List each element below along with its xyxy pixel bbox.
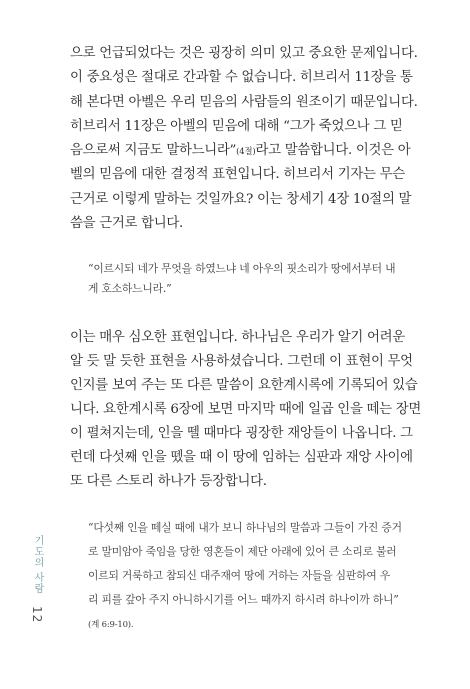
scripture-quote-line: 리 피를 갚아 주지 아니하시기를 어느 때까지 하시려 하나이까 하니” (88, 593, 399, 606)
scripture-quote-line: 이르되 거룩하고 참되신 대주재여 땅에 거하는 자들을 심판하여 우 (88, 569, 391, 582)
body-line: 이 중요성은 절대로 간과할 수 없습니다. 히브리서 11장을 통 (70, 70, 413, 85)
scripture-quote-line: 게 호소하느니라.” (88, 282, 172, 295)
body-line: 인지를 보여 주는 또 다른 말씀이 요한계시록에 기록되어 있습 (70, 378, 418, 393)
scripture-quote-line: 로 말미암아 죽임을 당한 영혼들이 제단 아래에 있어 큰 소리로 불러 (88, 545, 397, 558)
scripture-citation: (계 6:9-10). (88, 620, 134, 630)
body-line: 벨의 믿음에 대한 결정적 표현입니다. 히브리서 기자는 무슨 (70, 167, 405, 182)
body-line: 알 듯 말 듯한 표현을 사용하셨습니다. 그런데 이 표현이 무엇 (70, 354, 413, 369)
body-line: 씀을 근거로 합니다. (70, 216, 183, 231)
body-text: 라고 말씀합니다. 이것은 아 (255, 143, 411, 158)
body-line: 히브리서 11장은 아벨의 믿음에 대해 “그가 죽었으나 그 믿 (70, 119, 403, 134)
body-line: 니다. 요한계시록 6장에 보면 마지막 때에 일곱 인을 떼는 장면 (70, 402, 422, 417)
body-line (70, 141, 446, 162)
verse-ref: (4절) (236, 147, 256, 157)
body-line: 런데 다섯째 인을 뗐을 때 이 땅에 임하는 심판과 재앙 사이에 (70, 450, 413, 465)
body-line: 근거로 이렇게 말하는 것일까요? 이는 창세기 4장 10절의 말 (70, 192, 412, 207)
running-head (30, 535, 45, 624)
body-line: 해 본다면 아벨은 우리 믿음의 사람들의 원조이기 때문입니다. (70, 95, 418, 110)
scripture-quote-line: “다섯째 인을 떼실 때에 내가 보니 하나님의 말씀과 그들이 가진 증거 (88, 521, 402, 534)
book-title: 기도의 사람 (32, 535, 43, 595)
page-number: 12 (30, 606, 44, 624)
scripture-quote-line: “이르시되 네가 무엇을 하였느냐 네 아우의 핏소리가 땅에서부터 내 (88, 262, 396, 275)
body-line: 으로 언급되었다는 것은 굉장히 의미 있고 중요한 문제입니다. (70, 46, 418, 61)
body-line: 이는 매우 심오한 표현입니다. 하나님은 우리가 알기 어려운 (70, 330, 405, 345)
body-line: 이 펼쳐지는데, 인을 뗄 때마다 굉장한 재앙들이 나옵니다. 그 (70, 426, 413, 441)
body-text: 음으로써 지금도 말하느니라” (70, 143, 237, 158)
body-line: 또 다른 스토리 하나가 등장합니다. (70, 474, 267, 489)
